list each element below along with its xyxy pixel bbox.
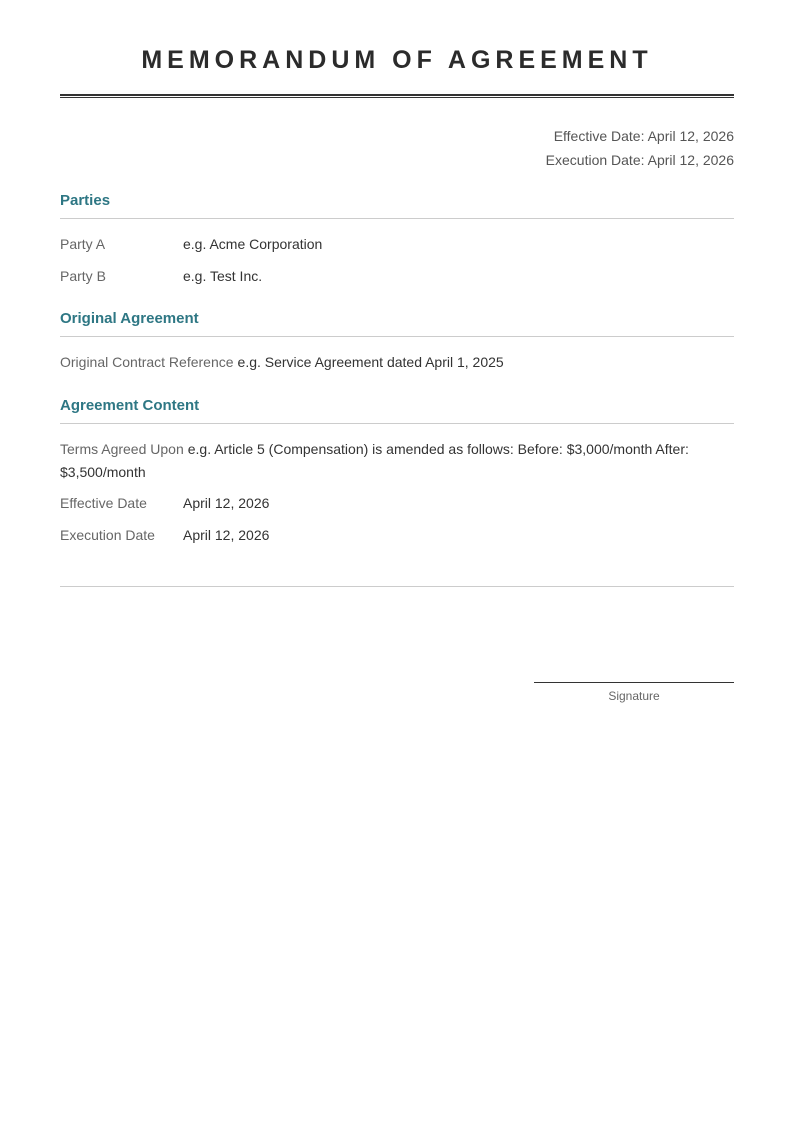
party-a-row (60, 233, 734, 256)
party-a-label: Party A (60, 236, 106, 252)
section-heading-agreement-content: Agreement Content (60, 397, 734, 424)
date-block (546, 124, 734, 172)
original-contract-reference-row (60, 351, 734, 374)
title-double-rule (60, 94, 734, 98)
party-b-label: Party B (60, 268, 106, 284)
section-heading-original-agreement: Original Agreement (60, 310, 734, 337)
execution-date-label: Execution Date (60, 527, 155, 543)
terms-agreed-value: e.g. Article 5 (Compensation) is amended as follows: Before: $3,000/month After: $3,500/month (60, 441, 689, 480)
original-contract-reference-value: e.g. Service Agreement dated April 1, 2025 (237, 354, 504, 370)
execution-date-row (60, 524, 734, 547)
effective-date-value: April 12, 2026 (183, 495, 270, 511)
footer-divider (60, 586, 734, 587)
party-a-value: e.g. Acme Corporation (183, 236, 323, 252)
section-heading-parties: Parties (60, 192, 734, 219)
terms-agreed-row (60, 438, 734, 484)
party-b-value: e.g. Test Inc. (183, 268, 263, 284)
signature-line (534, 682, 734, 683)
execution-date-line: Execution Date: April 12, 2026 (545, 152, 734, 168)
effective-date-label: Effective Date (60, 495, 147, 511)
terms-agreed-label: Terms Agreed Upon (60, 441, 184, 457)
original-contract-reference-label: Original Contract Reference (60, 354, 234, 370)
document-title: MEMORANDUM OF AGREEMENT (141, 46, 653, 74)
party-b-row (60, 265, 734, 288)
execution-date-value: April 12, 2026 (183, 527, 270, 543)
signature-label: Signature (608, 689, 660, 703)
effective-date-line: Effective Date: April 12, 2026 (553, 128, 734, 144)
effective-date-row (60, 492, 734, 515)
